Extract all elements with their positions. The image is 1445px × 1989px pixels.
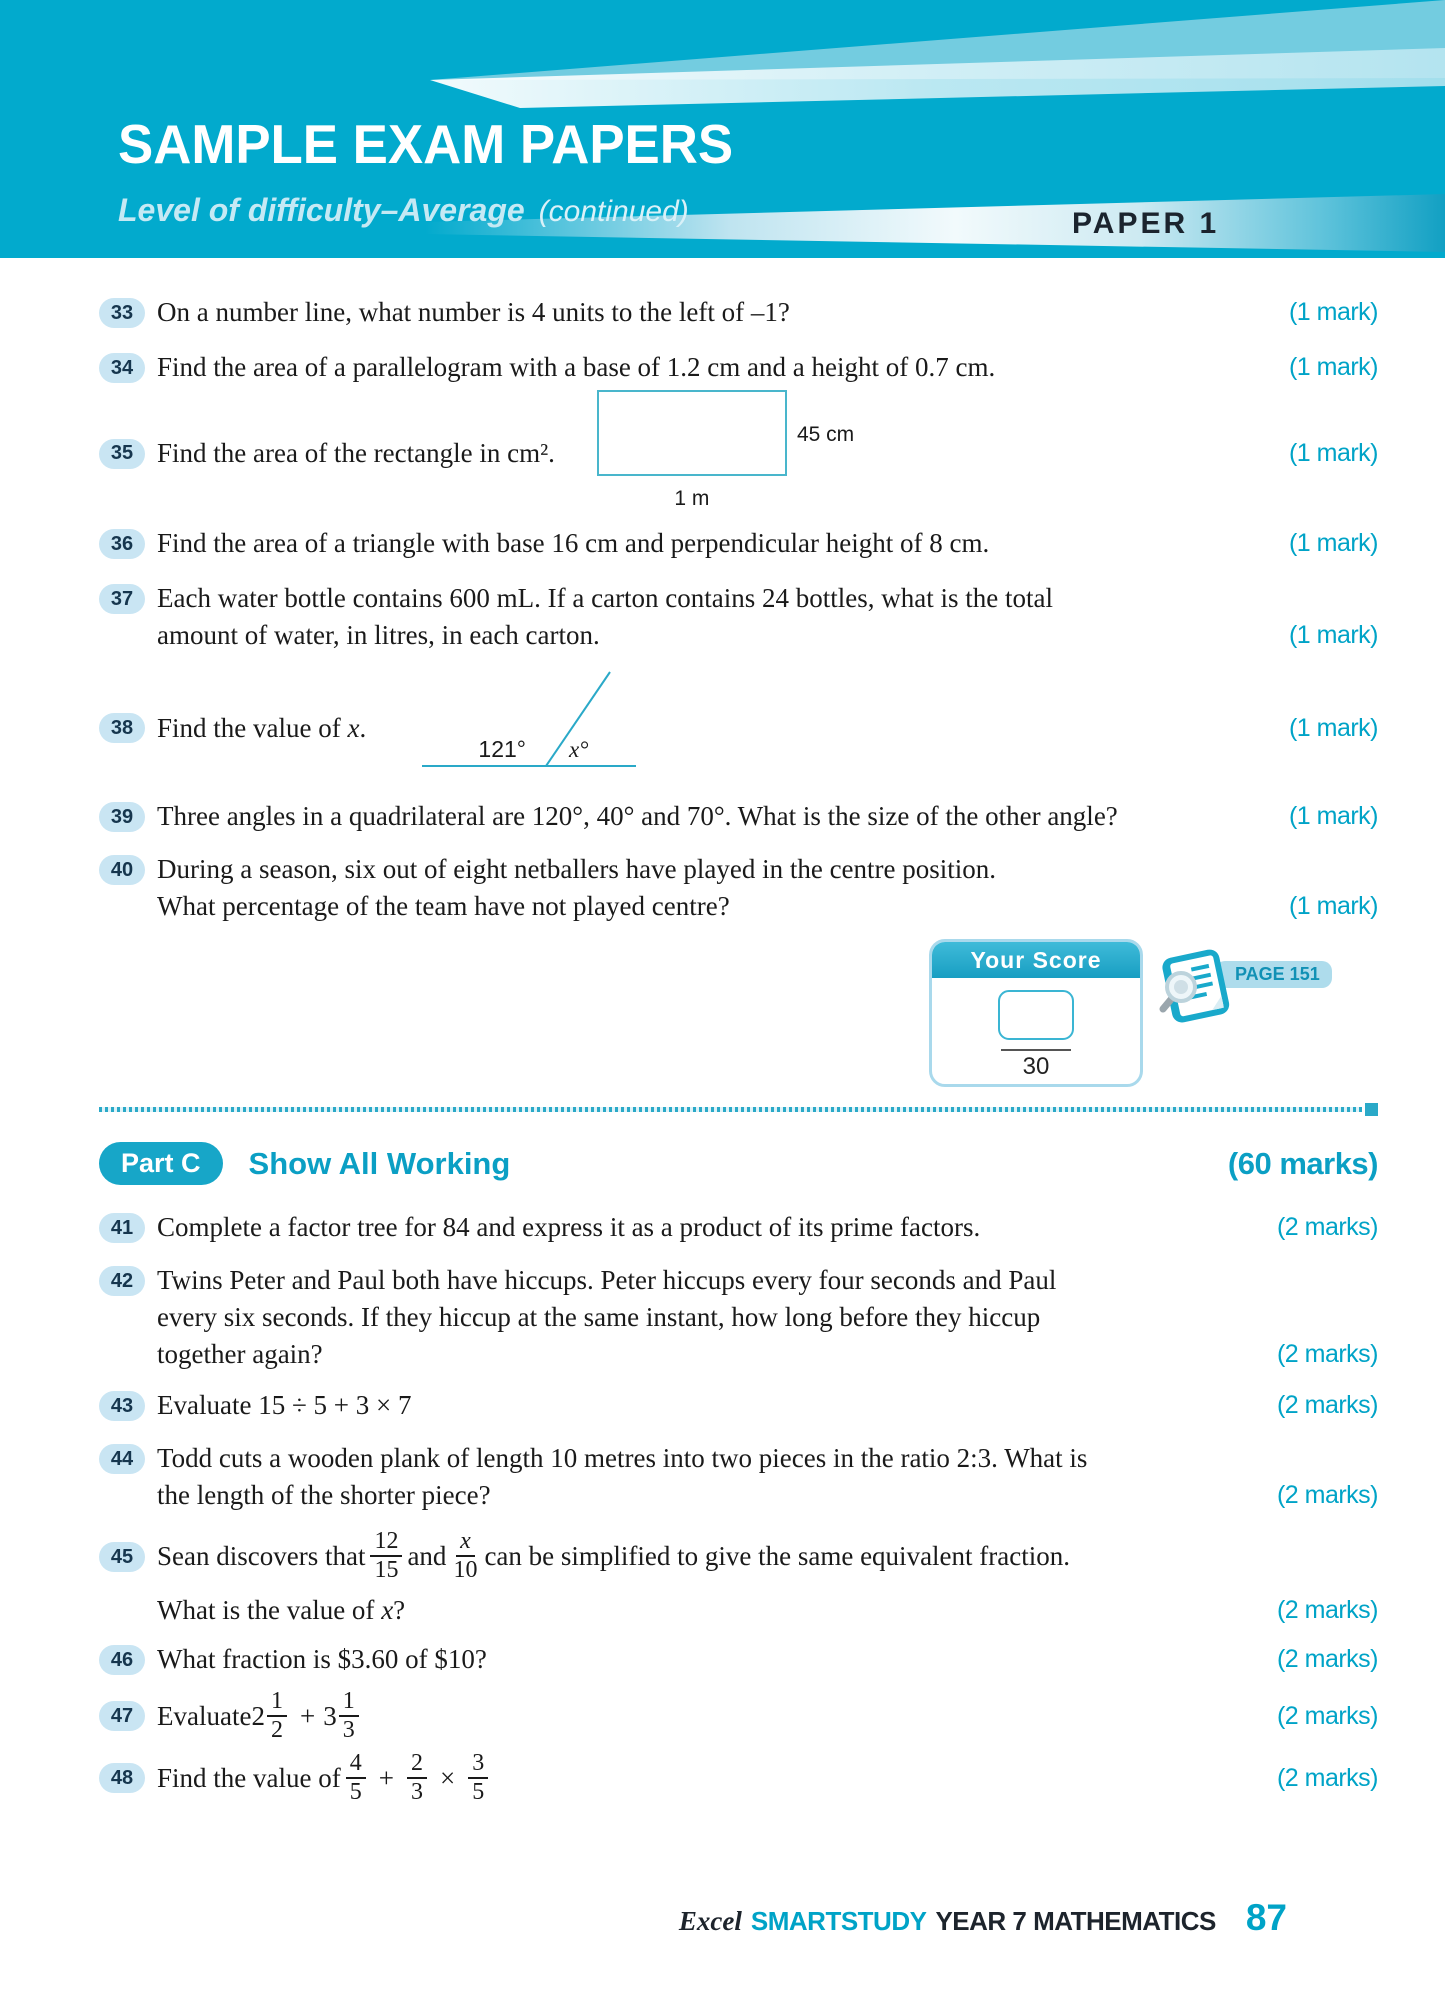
question-number-badge: 46 [99, 1645, 145, 1675]
question-text-line: Each water bottle contains 600 mL. If a carton contains 24 bottles, what is the total [157, 583, 1053, 613]
question-number-badge: 42 [99, 1266, 145, 1296]
marks-label: (2 marks) [1276, 1645, 1378, 1673]
mixed-number: 3 $\frac{1}{3}$ [323, 1688, 364, 1744]
question-43 [99, 1387, 1378, 1424]
question-text-line: the length of the shorter piece? [157, 1480, 491, 1510]
question-39 [99, 798, 1378, 835]
your-score-title: Your Score [932, 942, 1140, 978]
brand-subject: YEAR 7 MATHEMATICS [935, 1906, 1216, 1936]
section-heading: Show All Working [248, 1145, 511, 1181]
question-37 [99, 580, 1378, 654]
marks-label: (1 mark) [1288, 298, 1378, 326]
question-48 [99, 1750, 1378, 1806]
rectangle-shape [597, 390, 787, 476]
difficulty-label: Level of difficulty–Average [118, 192, 525, 228]
question-number-badge: 35 [99, 439, 145, 469]
question-number-badge: 38 [99, 713, 145, 743]
question-46 [99, 1641, 1378, 1678]
question-text: Find the value of x. [157, 712, 367, 743]
rectangle-base-label: 1 m [674, 487, 710, 510]
question-text: Evaluate 2 $\frac{1}{2}$ + 3 $\frac{1}{3}$ [157, 1688, 1265, 1744]
page-ref-badge: PAGE 151 [1215, 961, 1332, 988]
brand-excel: Excel [678, 1906, 742, 1936]
page-header [0, 0, 1445, 258]
question-number-badge: 44 [99, 1444, 145, 1474]
question-33 [99, 294, 1378, 331]
marks-label: (1 mark) [1288, 439, 1378, 467]
question-number-badge: 47 [99, 1701, 145, 1731]
question-45 [99, 1528, 1378, 1629]
marks-label: (1 mark) [1288, 353, 1378, 381]
section-marks-label: (60 marks) [1227, 1145, 1378, 1181]
part-c-badge: Part C [99, 1142, 223, 1185]
mixed-number: 2 $\frac{1}{2}$ [251, 1688, 292, 1744]
marks-label: (2 marks) [1276, 1596, 1378, 1624]
question-40 [99, 851, 1378, 925]
page-number: 87 [1245, 1897, 1287, 1938]
question-number-badge: 39 [99, 802, 145, 832]
page-title: SAMPLE EXAM PAPERS [118, 113, 734, 175]
question-text-line: During a season, six out of eight netballers have played in the centre position. [157, 854, 997, 884]
question-text-line: every six seconds. If they hiccup at the same instant, how long before they hiccup [157, 1302, 1041, 1332]
marks-label: (1 mark) [1288, 621, 1378, 649]
question-number-badge: 41 [99, 1213, 145, 1243]
question-text-line: Todd cuts a wooden plank of length 10 metres into two pieces in the ratio 2:3. What is [157, 1443, 1088, 1473]
question-35 [99, 390, 1378, 517]
question-44 [99, 1440, 1378, 1514]
question-36 [99, 525, 1378, 562]
question-text-line: What percentage of the team have not played centre? [157, 891, 730, 921]
fraction: $\frac{2}{3}$ [407, 1750, 427, 1806]
marks-label: (2 marks) [1276, 1763, 1378, 1792]
question-text-line: amount of water, in litres, in each carton. [157, 620, 600, 650]
question-47 [99, 1688, 1378, 1744]
questions-area [0, 258, 1445, 1806]
question-text: Evaluate 15 ÷ 5 + 3 × 7 [157, 1390, 412, 1420]
continued-note: (continued) [538, 195, 689, 228]
your-score-box [929, 939, 1143, 1087]
question-number-badge: 34 [99, 353, 145, 383]
question-41 [99, 1209, 1378, 1246]
question-text: Complete a factor tree for 84 and express it as a product of its prime factors. [157, 1212, 981, 1242]
page-reference [1157, 945, 1322, 1035]
question-number-badge: 48 [99, 1763, 145, 1793]
question-text: What fraction is $3.60 of $10? [157, 1644, 487, 1674]
question-text: Find the value of $\frac{4}{5}$ + $\frac{2}{3}$ × $\frac{3}{5}$ [157, 1750, 1265, 1806]
marks-label: (1 mark) [1288, 892, 1378, 920]
divider-dotted-line [99, 1107, 1362, 1112]
divider-end-square [1365, 1103, 1378, 1116]
section-divider [99, 1103, 1378, 1116]
question-text-line: Twins Peter and Paul both have hiccups. Peter hiccups every four seconds and Paul [157, 1265, 1057, 1295]
score-row [99, 939, 1322, 1087]
question-number-badge: 36 [99, 529, 145, 559]
marks-label: (1 mark) [1288, 713, 1378, 742]
question-number-badge: 43 [99, 1391, 145, 1421]
marks-label: (1 mark) [1288, 802, 1378, 830]
page-subtitle-row [118, 192, 689, 229]
score-fraction-line [1001, 1049, 1071, 1051]
score-total: 30 [1022, 1053, 1050, 1080]
question-text: Find the area of a parallelogram with a base of 1.2 cm and a height of 0.7 cm. [157, 352, 996, 382]
part-c-heading-row [99, 1142, 1378, 1185]
question-number-badge: 45 [99, 1542, 145, 1572]
page-footer [679, 1897, 1287, 1939]
angle-left-label: 121° [478, 736, 527, 762]
question-42 [99, 1262, 1378, 1373]
angle-right-label: x° [569, 737, 589, 762]
rectangle-side-label: 45 cm [796, 423, 855, 446]
question-text: On a number line, what number is 4 units to the left of –1? [157, 297, 790, 327]
question-text-line: together again? [157, 1339, 323, 1369]
fraction: $\frac{3}{5}$ [468, 1750, 488, 1806]
question-text: Find the area of a triangle with base 16 cm and perpendicular height of 8 cm. [157, 528, 990, 558]
fraction: $\frac{x}{10}$ [453, 1528, 478, 1583]
question-text: Three angles in a quadrilateral are 120°, 40° and 70°. What is the size of the other angle? [157, 801, 1118, 831]
question-number-badge: 33 [99, 298, 145, 328]
question-text-line: What is the value of x? [157, 1595, 406, 1625]
question-38 [99, 664, 1378, 792]
question-number-badge: 40 [99, 855, 145, 885]
question-34 [99, 349, 1378, 386]
question-text-line: Sean discovers that $\frac{12}{15}$ and $\frac{x}{10}$ can be simplified to give the same equivalent fraction. [157, 1528, 1070, 1583]
score-entry-cell[interactable] [998, 990, 1074, 1040]
marks-label: (2 marks) [1276, 1481, 1378, 1509]
fraction: $\frac{12}{15}$ [370, 1528, 402, 1584]
marks-label: (2 marks) [1276, 1213, 1378, 1241]
fraction: $\frac{4}{5}$ [346, 1750, 366, 1806]
paper-label: PAPER 1 [1072, 207, 1220, 240]
marks-label: (2 marks) [1276, 1391, 1378, 1419]
marks-label: (1 mark) [1288, 529, 1378, 557]
marks-label: (2 marks) [1276, 1701, 1378, 1730]
magnifier-document-icon [1157, 945, 1235, 1029]
marks-label: (2 marks) [1276, 1340, 1378, 1368]
question-text: Find the area of the rectangle in cm². [157, 438, 555, 468]
question-number-badge: 37 [99, 584, 145, 614]
rectangle-diagram [597, 390, 855, 517]
angle-diagram-graphic [414, 664, 654, 782]
angle-diagram [414, 664, 654, 792]
brand-smartstudy: SMARTSTUDY [750, 1906, 927, 1936]
